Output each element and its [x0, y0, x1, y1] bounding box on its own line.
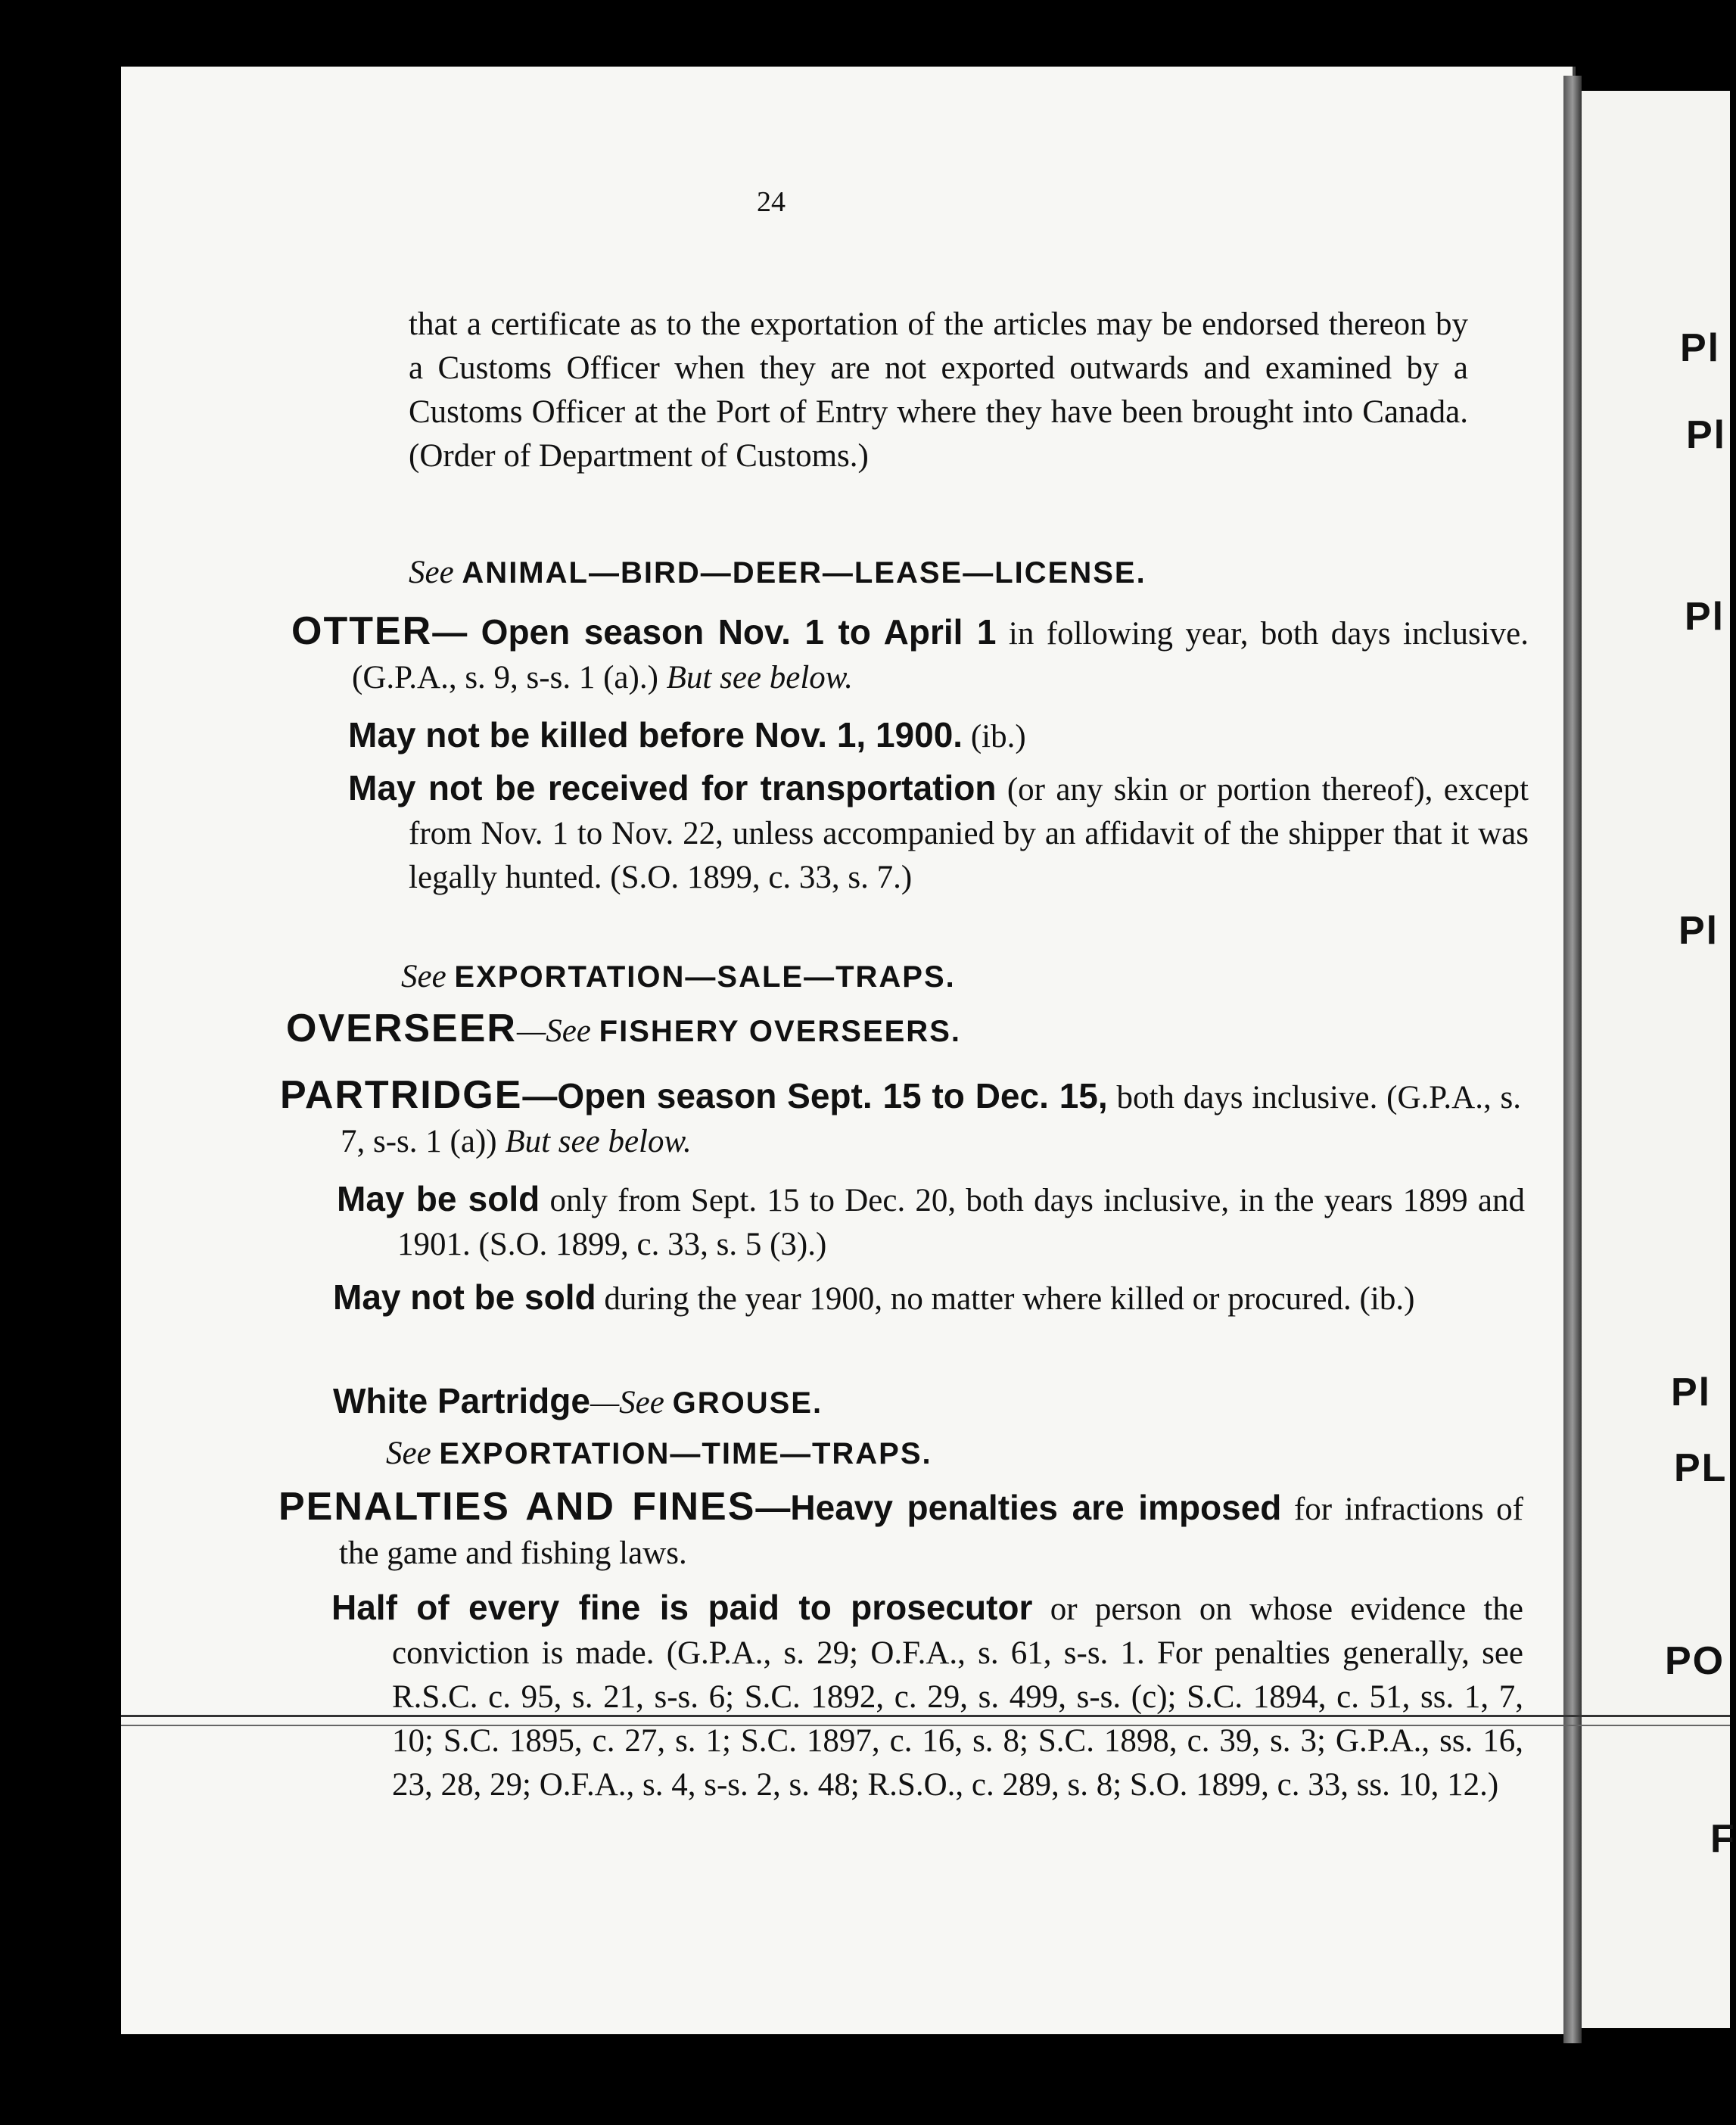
entry-overseer — [286, 1006, 1467, 1053]
entry-bold-text: —Heavy penalties are imposed — [755, 1488, 1282, 1527]
see-references: GROUSE. — [672, 1386, 823, 1420]
otter-kill-rule — [348, 713, 1468, 759]
partridge-sale-rule — [337, 1177, 1525, 1267]
facing-fragment: PL — [1674, 1446, 1728, 1490]
facing-fragment: Pl — [1685, 595, 1725, 639]
facing-fragment: Pl — [1686, 413, 1727, 457]
open-season: —Open season Sept. 15 to Dec. 15, — [522, 1076, 1108, 1115]
entry-text: in following year, both days inclusive. (G.P.A., s. 9, s-s. 1 (a).) — [352, 616, 1529, 695]
see-below: But see below. — [666, 660, 854, 695]
rule-heading: May not be sold — [333, 1277, 596, 1317]
rule-text: during the year 1900, no matter where killed or procured. (ib.) — [596, 1281, 1415, 1317]
open-season: — Open season Nov. 1 to April 1 — [432, 612, 997, 652]
rule-heading: White Partridge — [333, 1381, 590, 1420]
see-references: FISHERY OVERSEERS. — [599, 1015, 961, 1048]
entry-text: for infractions of the game and fishing laws. — [339, 1492, 1523, 1571]
see-below: But see below. — [505, 1124, 692, 1159]
partridge-see-line — [386, 1432, 1461, 1476]
see-label: See — [386, 1436, 431, 1471]
scan-artifact-line — [121, 1715, 1730, 1726]
rule-heading: Half of every fine is paid to prosecutor — [331, 1588, 1033, 1627]
see-label: See — [401, 959, 446, 994]
entry-text: both days inclusive. (G.P.A., s. 7, s-s. 1 (a)) — [341, 1080, 1521, 1159]
rule-text: or person on whose evidence the conviction is made. (G.P.A., s. 29; O.F.A., s. 61, s-s. 1. For penalties generally, see R.S.C. c. 95, s. 21, s-s. 6; S.C. 1892, c. 29, s. 499, s-s. (c); S.C. 1894, c. 51, ss. 1, 7, 10; S.C. 1895, c. 27, s. 1; S.C. 1897, c. 16, s. 8; S.C. 1898, c. 39, s. 3; G.P.A., ss. 16, 23, 28, 29; O.F.A., s. 4, s-s. 2, s. 48; R.S.O., c. 289, s. 8; S.O. 1899, c. 33, ss. 10, 12.) — [392, 1591, 1523, 1803]
rule-heading: May not be received for transportation — [348, 768, 997, 807]
intro-paragraph — [409, 303, 1468, 478]
entry-heading: OTTER — [291, 609, 433, 653]
rule-text: (ib.) — [963, 719, 1026, 754]
facing-fragment: PO — [1665, 1639, 1725, 1683]
see-references: EXPORTATION—SALE—TRAPS. — [454, 960, 956, 994]
entry-heading: PENALTIES AND FINES — [278, 1485, 756, 1529]
rule-text: (or any skin or portion thereof), except from Nov. 1 to Nov. 22, unless accompanied by an affidavit of the shipper that it was legally hunted. (S.O. 1899, c. 33, s. 7.) — [409, 772, 1529, 895]
otter-see-line — [401, 955, 1461, 999]
facing-fragment: Pl — [1678, 909, 1719, 953]
facing-fragment: Pl — [1671, 1371, 1712, 1414]
page-number: 24 — [757, 186, 786, 218]
rule-heading: May not be killed before Nov. 1, 1900. — [348, 715, 963, 754]
see-label: —See — [590, 1385, 664, 1420]
see-references: EXPORTATION—TIME—TRAPS. — [439, 1437, 932, 1470]
see-references: ANIMAL—BIRD—DEER—LEASE—LICENSE. — [462, 556, 1146, 590]
page-gutter — [1563, 76, 1582, 2043]
rule-text: only from Sept. 15 to Dec. 20, both days inclusive, in the years 1899 and 1901. (S.O. 1899, c. 33, s. 5 (3).) — [397, 1183, 1525, 1262]
intro-see-line — [409, 551, 1468, 595]
intro-text: that a certificate as to the exportation of the articles may be endorsed thereon by a Customs Officer when they are not exported outwards and examined by a Customs Officer at the Port of Entry where they have been brought into Canada. (Order of Department of Customs.) — [409, 306, 1468, 474]
entry-penalties — [278, 1485, 1523, 1576]
rule-heading: May be sold — [337, 1179, 540, 1218]
facing-fragment: F — [1710, 1817, 1736, 1861]
facing-fragment: Pl — [1680, 326, 1721, 370]
partridge-nosale-rule — [333, 1275, 1525, 1321]
see-label: See — [409, 555, 454, 590]
facing-page-edge — [1582, 91, 1736, 2028]
see-label: —See — [516, 1013, 591, 1049]
entry-otter — [291, 609, 1529, 700]
penalties-fine-rule — [331, 1585, 1523, 1807]
entry-partridge — [280, 1073, 1521, 1164]
entry-heading: PARTRIDGE — [280, 1073, 523, 1117]
entry-heading: OVERSEER — [286, 1006, 517, 1050]
otter-transport-rule — [348, 766, 1529, 900]
white-partridge-line — [333, 1379, 1461, 1425]
